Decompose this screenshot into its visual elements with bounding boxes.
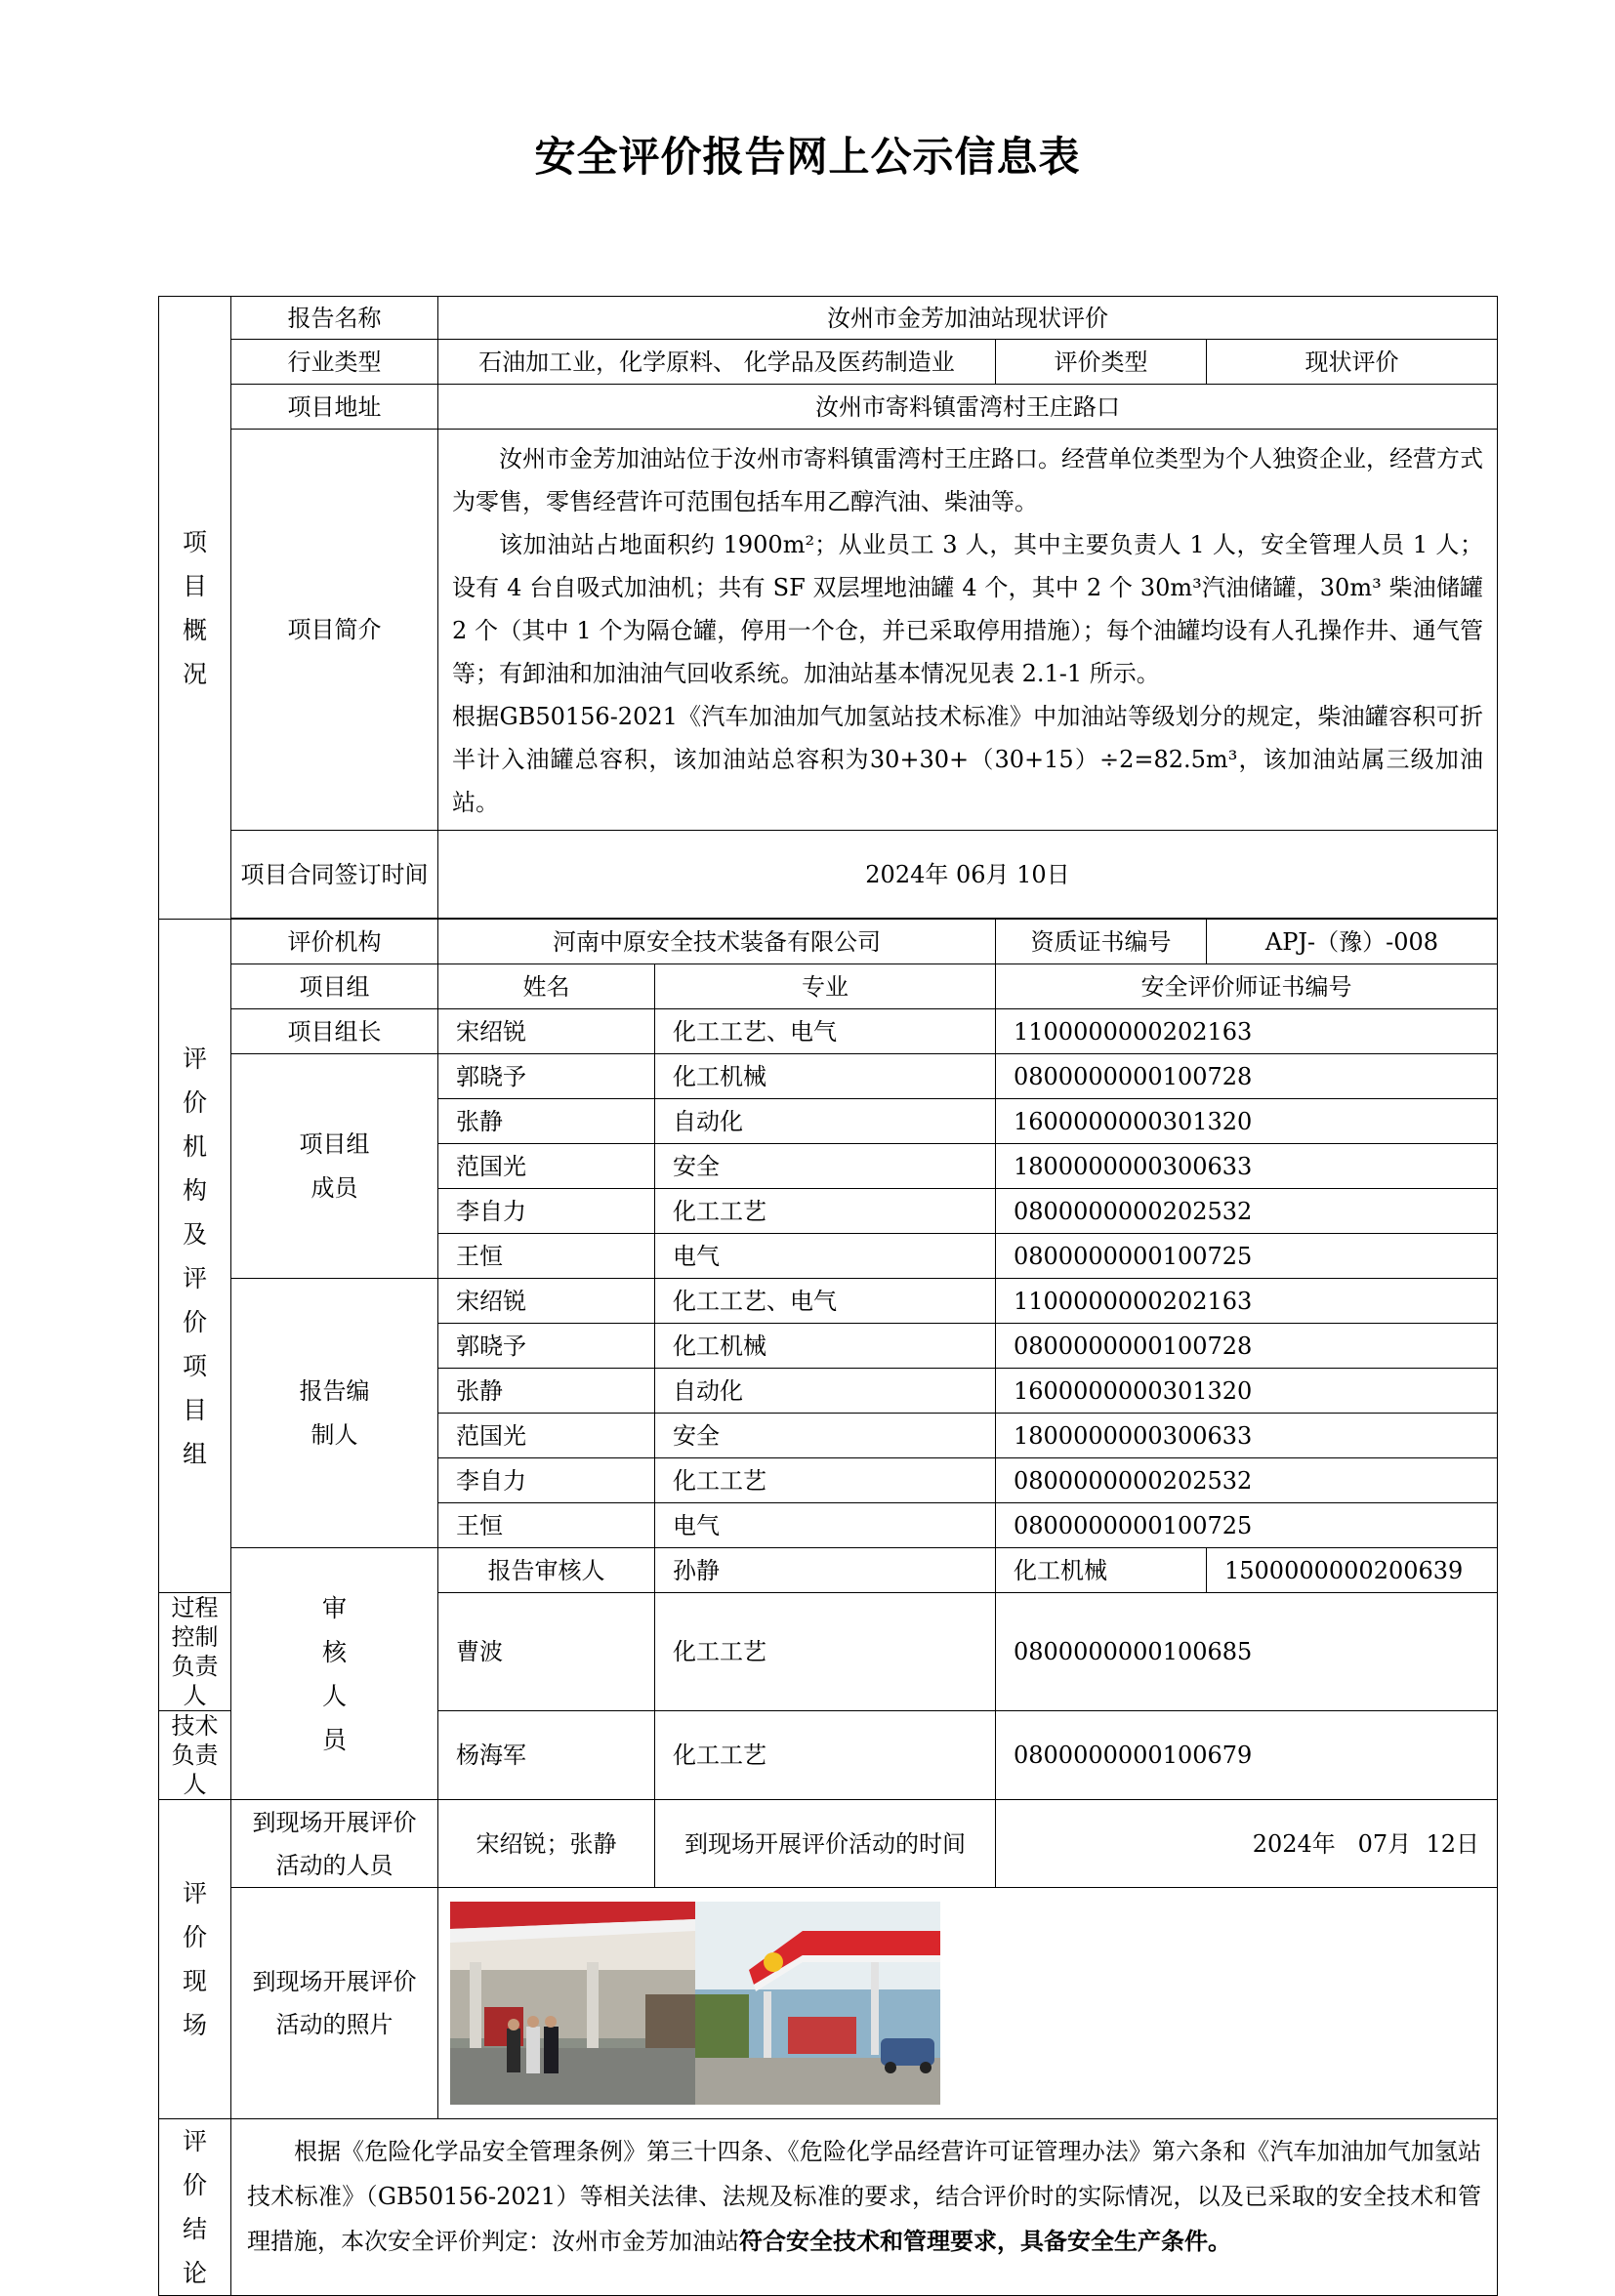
page-title: 安全评价报告网上公示信息表 [534, 133, 1081, 181]
conclusion-row [159, 2119, 1498, 2296]
conclusion-verdict: 符合安全技术和管理要求，具备安全生产条件。 [739, 2227, 1231, 2255]
eval-type-label: 评价类型 [996, 340, 1207, 385]
member-major: 电气 [655, 1234, 996, 1279]
author-major: 安全 [655, 1414, 996, 1458]
review-role: 过程控制负责人 [159, 1593, 231, 1711]
site-time-value: 2024年 07月 12日 [996, 1800, 1498, 1888]
members-label: 项目组成员 [231, 1054, 438, 1279]
review-row [159, 1548, 1498, 1593]
review-role: 报告审核人 [438, 1548, 655, 1593]
site-photo-label: 到现场开展评价活动的照片 [231, 1888, 438, 2119]
org-name: 河南中原安全技术装备有限公司 [438, 920, 996, 964]
author-cert: 0800000000100728 [996, 1324, 1498, 1369]
member-name: 郭晓予 [438, 1054, 655, 1099]
author-cert: 1800000000300633 [996, 1414, 1498, 1458]
leader-label: 项目组长 [231, 1009, 438, 1054]
category-conclusion: 评价结论 [159, 2119, 231, 2296]
report-name-row [159, 297, 1498, 340]
industry-label: 行业类型 [231, 340, 438, 385]
category-overview: 项目概况 [159, 297, 231, 920]
author-major: 化工工艺 [655, 1458, 996, 1503]
member-cert: 1600000000301320 [996, 1099, 1498, 1144]
conclusion-text [231, 2119, 1498, 2296]
category-site: 评价现场 [159, 1800, 231, 2119]
review-major: 化工工艺 [655, 1711, 996, 1800]
author-cert: 1600000000301320 [996, 1369, 1498, 1414]
intro-text [438, 430, 1498, 831]
site-photos [438, 1888, 1498, 2119]
header-name: 姓名 [438, 964, 655, 1009]
report-name-label: 报告名称 [231, 297, 438, 340]
review-cert: 0800000000100679 [996, 1711, 1498, 1800]
review-cert: 1500000000200639 [1207, 1548, 1498, 1593]
eval-type-value: 现状评价 [1207, 340, 1498, 385]
cert-label: 资质证书编号 [996, 920, 1207, 964]
author-row [159, 1279, 1498, 1324]
author-name: 郭晓予 [438, 1324, 655, 1369]
review-major: 化工机械 [996, 1548, 1207, 1593]
author-name: 范国光 [438, 1414, 655, 1458]
author-major: 化工机械 [655, 1324, 996, 1369]
member-major: 化工机械 [655, 1054, 996, 1099]
member-name: 范国光 [438, 1144, 655, 1189]
gas-station-photo-people [450, 1902, 695, 2105]
author-name: 李自力 [438, 1458, 655, 1503]
industry-row [159, 340, 1498, 385]
site-people-value: 宋绍锐；张静 [438, 1800, 655, 1888]
leader-major: 化工工艺、电气 [655, 1009, 996, 1054]
intro-paragraph-1: 汝州市金芳加油站位于汝州市寄料镇雷湾村王庄路口。经营单位类型为个人独资企业，经营方式为零售，零售经营许可范围包括车用乙醇汽油、柴油等。 [452, 445, 1483, 515]
review-name: 杨海军 [438, 1711, 655, 1800]
report-name-value: 汝州市金芳加油站现状评价 [438, 297, 1498, 340]
leader-name: 宋绍锐 [438, 1009, 655, 1054]
industry-value: 石油加工业，化学原料、 化学品及医药制造业 [438, 340, 996, 385]
org-label: 评价机构 [231, 920, 438, 964]
site-people-label: 到现场开展评价活动的人员 [231, 1800, 438, 1888]
author-major: 自动化 [655, 1369, 996, 1414]
intro-paragraph-3: 根据GB50156-2021《汽车加油加气加氢站技术标准》中加油站等级划分的规定，柴油罐容积可折半计入油罐总容积，该加油站总容积为30+30+（30+15）÷2=82.5m³，该加油站属三级加油站。 [452, 703, 1483, 816]
member-major: 安全 [655, 1144, 996, 1189]
member-name: 张静 [438, 1099, 655, 1144]
author-cert: 0800000000100725 [996, 1503, 1498, 1548]
site-people-row [159, 1800, 1498, 1888]
member-cert: 1800000000300633 [996, 1144, 1498, 1189]
review-cert: 0800000000100685 [996, 1593, 1498, 1711]
conclusion-body: 根据《危险化学品安全管理条例》第三十四条、《危险化学品经营许可证管理办法》第六条和《汽车加油加气加氢站技术标准》（GB50156-2021）等相关法律、法规及标准的要求，结合评价时的实际情况，以及已采取的安全技术和管理措施，本次安全评价判定：汝州市金芳加油站 [247, 2138, 1481, 2255]
author-cert: 1100000000202163 [996, 1279, 1498, 1324]
member-name: 王恒 [438, 1234, 655, 1279]
address-label: 项目地址 [231, 385, 438, 430]
member-major: 自动化 [655, 1099, 996, 1144]
leader-cert: 1100000000202163 [996, 1009, 1498, 1054]
member-cert: 0800000000100725 [996, 1234, 1498, 1279]
contract-date: 2024年 06月 10日 [438, 831, 1498, 919]
author-name: 张静 [438, 1369, 655, 1414]
org-row [159, 920, 1498, 964]
header-group: 项目组 [231, 964, 438, 1009]
author-name: 宋绍锐 [438, 1279, 655, 1324]
intro-label: 项目简介 [231, 430, 438, 831]
header-major: 专业 [655, 964, 996, 1009]
author-major: 电气 [655, 1503, 996, 1548]
contract-row [159, 831, 1498, 919]
author-name: 王恒 [438, 1503, 655, 1548]
header-cert: 安全评价师证书编号 [996, 964, 1498, 1009]
member-cert: 0800000000202532 [996, 1189, 1498, 1234]
leader-row [159, 1009, 1498, 1054]
site-photo-row [159, 1888, 1498, 2119]
intro-row [159, 430, 1498, 831]
address-row [159, 385, 1498, 430]
member-row [159, 1054, 1498, 1099]
review-name: 孙静 [655, 1548, 996, 1593]
intro-paragraph-2: 该加油站占地面积约 1900m²；从业员工 3 人，其中主要负责人 1 人，安全管理人员 1 人；设有 4 台自吸式加油机；共有 SF 双层埋地油罐 4 个，其中 2 个 30m³汽油储罐，30m³ 柴油储罐 2 个（其中 1 个为隔仓罐，停用一个仓，并已采取停用措施）；每个油罐均设有人孔操作井、通气管等；有卸油和加油油气回收系统。加油站基本情况见表 2.1-1 所示。 [452, 531, 1483, 687]
team-header-row [159, 964, 1498, 1009]
review-name: 曹波 [438, 1593, 655, 1711]
authors-label: 报告编制人 [231, 1279, 438, 1548]
review-role: 技术负责人 [159, 1711, 231, 1800]
address-value: 汝州市寄料镇雷湾村王庄路口 [438, 385, 1498, 430]
member-cert: 0800000000100728 [996, 1054, 1498, 1099]
contract-label: 项目合同签订时间 [231, 831, 438, 919]
gas-station-photo-canopy [695, 1902, 940, 2105]
site-time-label: 到现场开展评价活动的时间 [655, 1800, 996, 1888]
category-agency: 评价机构及评价项目组 [159, 920, 231, 1593]
member-major: 化工工艺 [655, 1189, 996, 1234]
member-name: 李自力 [438, 1189, 655, 1234]
author-cert: 0800000000202532 [996, 1458, 1498, 1503]
info-table [158, 296, 1498, 2296]
author-major: 化工工艺、电气 [655, 1279, 996, 1324]
cert-number: APJ-（豫）-008 [1207, 920, 1498, 964]
category-review: 审核人员 [231, 1548, 438, 1800]
review-major: 化工工艺 [655, 1593, 996, 1711]
